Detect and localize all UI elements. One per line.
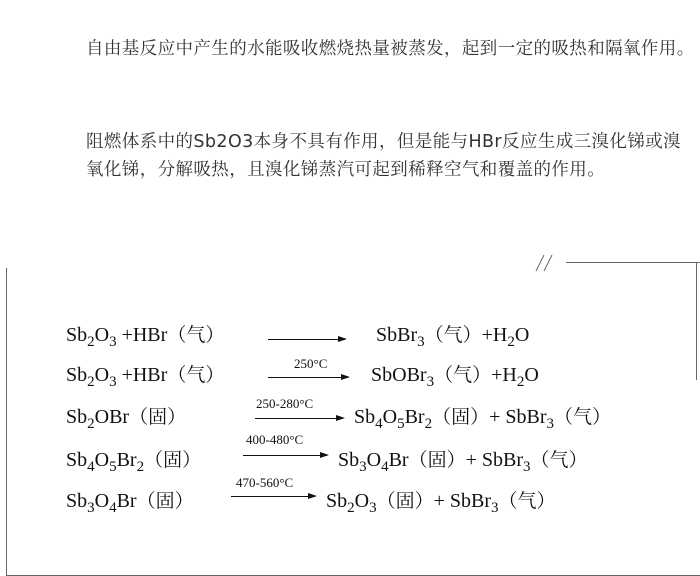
subscript: 2	[136, 459, 145, 475]
subscript: 4	[375, 416, 383, 432]
formula-text: O	[94, 324, 110, 346]
reaction-5-condition: 470-560°C	[236, 475, 294, 490]
phase-label: （气）	[167, 325, 225, 346]
paragraph-sb2o3-mechanism: 阻燃体系中的Sb2O3本身不具有作用，但是能与HBr反应生成三溴化锑或溴氧化锑，分解吸热，且溴化锑蒸汽可起到稀释空气和覆盖的作用。	[86, 132, 682, 180]
phase-label: （气）	[434, 365, 492, 386]
formula-text: SbOBr	[371, 364, 427, 386]
formula-text: +HBr	[116, 324, 168, 346]
formula-text: + SbBr	[433, 490, 491, 512]
phase-label: （气）	[530, 450, 588, 471]
phase-label: （气）	[167, 365, 225, 386]
phase-label: （气）	[498, 491, 556, 512]
subscript: 2	[347, 500, 355, 516]
subscript: 3	[523, 459, 531, 475]
reaction-4-rhs	[338, 448, 588, 473]
formula-text: + SbBr	[489, 406, 547, 428]
subscript: 3	[369, 500, 377, 516]
subscript: 3	[417, 334, 425, 350]
formula-text: OBr	[94, 406, 130, 428]
formula-text: Sb	[66, 364, 88, 386]
formula-text: O	[94, 449, 110, 471]
double-slash-decoration	[530, 251, 560, 273]
subscript: 2	[87, 374, 95, 390]
formula-text: +HBr	[116, 364, 168, 386]
reaction-2-condition: 250°C	[294, 356, 328, 371]
phase-label: （固）	[432, 407, 490, 428]
formula-text: SbBr	[376, 324, 418, 346]
formula-text: +H	[481, 324, 508, 346]
reaction-5-arrow	[231, 496, 315, 497]
subscript: 5	[397, 416, 405, 432]
subscript: 5	[109, 459, 117, 475]
subscript: 3	[87, 500, 95, 516]
phase-label: （气）	[424, 325, 482, 346]
reaction-1-arrow	[268, 339, 345, 340]
subscript: 2	[424, 416, 433, 432]
subscript: 4	[381, 459, 389, 475]
formula-text: Sb	[66, 324, 88, 346]
phase-label: （固）	[129, 407, 187, 428]
formula-text: O	[366, 449, 382, 471]
formula-text: Sb	[66, 449, 88, 471]
subscript: 4	[87, 459, 95, 475]
frame-top-border	[566, 262, 700, 263]
formula-text: O	[524, 364, 539, 386]
reaction-5-rhs	[326, 489, 556, 514]
reaction-5-lhs	[66, 489, 194, 514]
reaction-3-condition: 250-280°C	[256, 396, 314, 411]
formula-text: O	[354, 490, 370, 512]
formula-text: Sb	[326, 490, 348, 512]
paragraph-water-effect: 自由基反应中产生的水能吸收燃烧热量被蒸发，起到一定的吸热和隔氧作用。	[86, 39, 695, 59]
formula-text: O	[94, 364, 110, 386]
reaction-4-lhs	[66, 448, 201, 473]
subscript: 3	[109, 334, 117, 350]
frame-left-border	[6, 268, 7, 576]
formula-text: Br	[404, 406, 425, 428]
subscript: 2	[516, 374, 525, 390]
phase-label: （固）	[144, 450, 202, 471]
reaction-4-condition: 400-480°C	[246, 432, 304, 447]
formula-text: Sb	[66, 490, 88, 512]
reaction-4-arrow	[243, 455, 327, 456]
subscript: 3	[546, 416, 554, 432]
formula-text: Br	[116, 490, 137, 512]
formula-text: O	[514, 324, 530, 346]
subscript: 3	[491, 500, 499, 516]
reaction-1-lhs	[66, 323, 224, 348]
subscript: 3	[359, 459, 367, 475]
subscript: 2	[87, 334, 95, 350]
subscript: 3	[109, 374, 117, 390]
formula-text: Sb	[66, 406, 88, 428]
formula-text: Sb	[354, 406, 376, 428]
reaction-3-arrow	[255, 418, 343, 419]
formula-text: Br	[116, 449, 137, 471]
subscript: 2	[507, 334, 515, 350]
phase-label: （固）	[408, 450, 466, 471]
reaction-2-lhs	[66, 363, 224, 388]
phase-label: （固）	[136, 491, 194, 512]
formula-text: +H	[491, 364, 517, 386]
reaction-1-rhs	[376, 323, 529, 348]
subscript: 2	[87, 416, 95, 432]
formula-text: Br	[388, 449, 409, 471]
formula-text: O	[94, 490, 110, 512]
subscript: 4	[109, 500, 117, 516]
formula-text: + SbBr	[465, 449, 523, 471]
reaction-3-lhs	[66, 405, 186, 430]
phase-label: （气）	[554, 407, 612, 428]
reaction-2-rhs	[371, 363, 539, 388]
formula-text: O	[382, 406, 398, 428]
reaction-3-rhs	[354, 405, 611, 430]
reaction-2-arrow	[268, 377, 348, 378]
phase-label: （固）	[376, 491, 434, 512]
subscript: 3	[426, 374, 435, 390]
formula-text: Sb	[338, 449, 360, 471]
frame-right-border	[696, 262, 697, 380]
